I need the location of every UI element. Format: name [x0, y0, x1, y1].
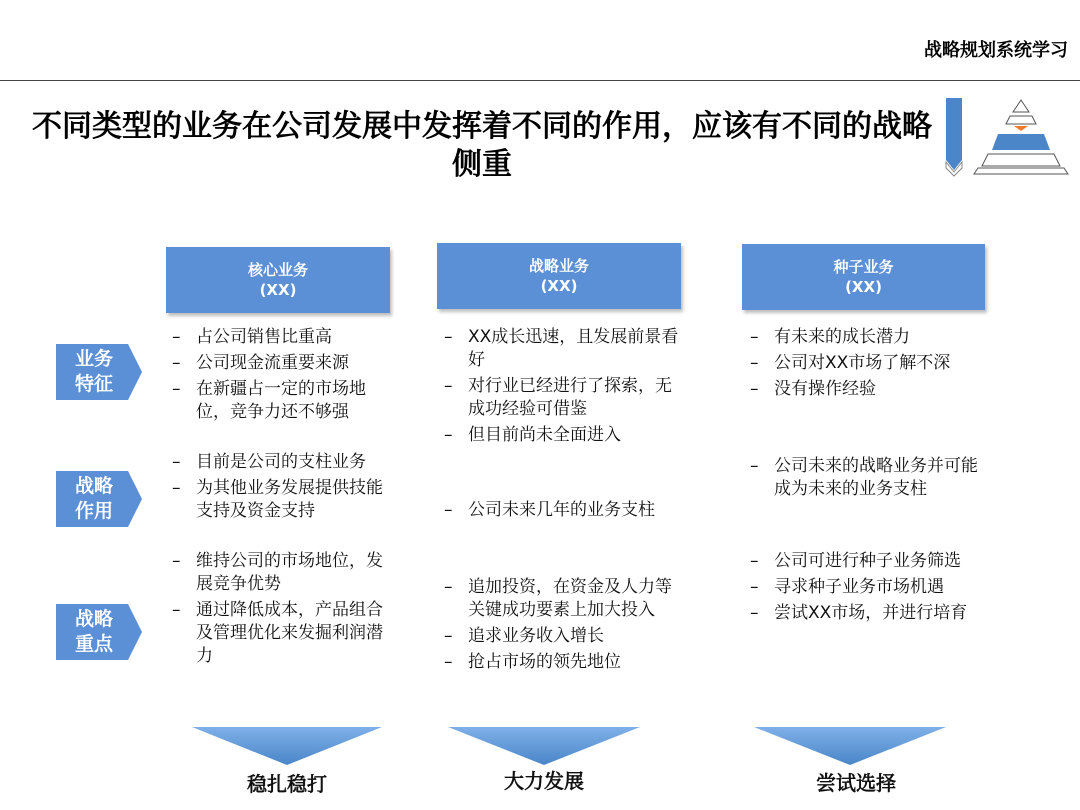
list-item: – 公司未来几年的业务支柱 — [444, 499, 679, 522]
list-item: – 为其他业务发展提供技能支持及资金支持 — [172, 477, 387, 523]
column-header-seed-name: 种子业务 — [833, 258, 894, 276]
down-chevron-icon — [754, 727, 946, 767]
pyramid-icon — [942, 96, 1072, 178]
column-header-core-sub: (XX) — [259, 281, 297, 299]
list-item: – 追加投资，在资金及人力等关键成功要素上加大投入 — [444, 576, 679, 622]
down-chevron-icon — [448, 727, 640, 767]
cell-core-features — [172, 326, 387, 427]
cell-core-role — [172, 451, 387, 526]
list-item: – 占公司销售比重高 — [172, 326, 387, 349]
list-item: – 公司现金流重要来源 — [172, 352, 387, 375]
column-header-strategic-sub: (XX) — [540, 277, 578, 295]
column-header-core — [166, 247, 390, 313]
list-item: – 有未来的成长潜力 — [750, 326, 985, 349]
column-header-core-name: 核心业务 — [247, 261, 308, 279]
bottom-label-seed: 尝试选择 — [816, 771, 896, 795]
page-title-line2: 侧重 — [452, 147, 512, 182]
list-item: – 抢占市场的领先地位 — [444, 651, 679, 674]
column-header-seed — [742, 244, 985, 310]
column-header-seed-sub: (XX) — [845, 278, 882, 296]
list-item: – 但目前尚未全面进入 — [444, 424, 679, 447]
cell-core-focus — [172, 550, 387, 671]
row-tag-focus-line2: 重点 — [74, 633, 113, 655]
list-item: – 目前是公司的支柱业务 — [172, 451, 387, 474]
header-divider — [0, 80, 1080, 81]
page-title-line1: 不同类型的业务在公司发展中发挥着不同的作用，应该有不同的战略 — [32, 109, 932, 144]
cell-strategic-role — [444, 499, 679, 525]
cell-strategic-focus — [444, 576, 679, 677]
list-item: – XX成长迅速，且发展前景看好 — [444, 326, 679, 372]
bottom-label-strategic: 大力发展 — [504, 769, 584, 793]
list-item: – 公司可进行种子业务筛选 — [750, 550, 985, 573]
list-item: – 对行业已经进行了探索，无成功经验可借鉴 — [444, 375, 679, 421]
bottom-label-core: 稳扎稳打 — [247, 772, 327, 796]
cell-seed-role — [750, 455, 985, 504]
list-item: – 没有操作经验 — [750, 378, 985, 401]
row-tag-features — [56, 344, 142, 400]
cell-seed-focus — [750, 550, 985, 628]
cell-seed-features — [750, 326, 985, 404]
list-item: – 公司未来的战略业务并可能成为未来的业务支柱 — [750, 455, 985, 501]
row-tag-focus-line1: 战略 — [74, 608, 113, 630]
list-item: – 寻求种子业务市场机遇 — [750, 576, 985, 599]
row-tag-role — [56, 471, 142, 527]
row-tag-focus — [56, 604, 142, 660]
cell-strategic-features — [444, 326, 679, 450]
column-header-strategic-name: 战略业务 — [528, 257, 589, 275]
brand-title: 战略规划系统学习 — [924, 40, 1068, 61]
row-tag-features-line2: 特征 — [74, 373, 113, 395]
row-tag-role-line1: 战略 — [74, 475, 113, 497]
column-header-strategic — [437, 243, 681, 309]
down-chevron-icon — [192, 727, 382, 767]
page-title — [22, 108, 942, 184]
list-item: – 在新疆占一定的市场地位，竞争力还不够强 — [172, 378, 387, 424]
row-tag-features-line1: 业务 — [74, 348, 113, 370]
list-item: – 公司对XX市场了解不深 — [750, 352, 985, 375]
list-item: – 追求业务收入增长 — [444, 625, 679, 648]
list-item: – 维持公司的市场地位，发展竞争优势 — [172, 550, 387, 596]
list-item: – 尝试XX市场，并进行培育 — [750, 602, 985, 625]
row-tag-role-line2: 作用 — [74, 500, 113, 522]
list-item: – 通过降低成本，产品组合及管理优化来发掘利润潜力 — [172, 599, 387, 668]
